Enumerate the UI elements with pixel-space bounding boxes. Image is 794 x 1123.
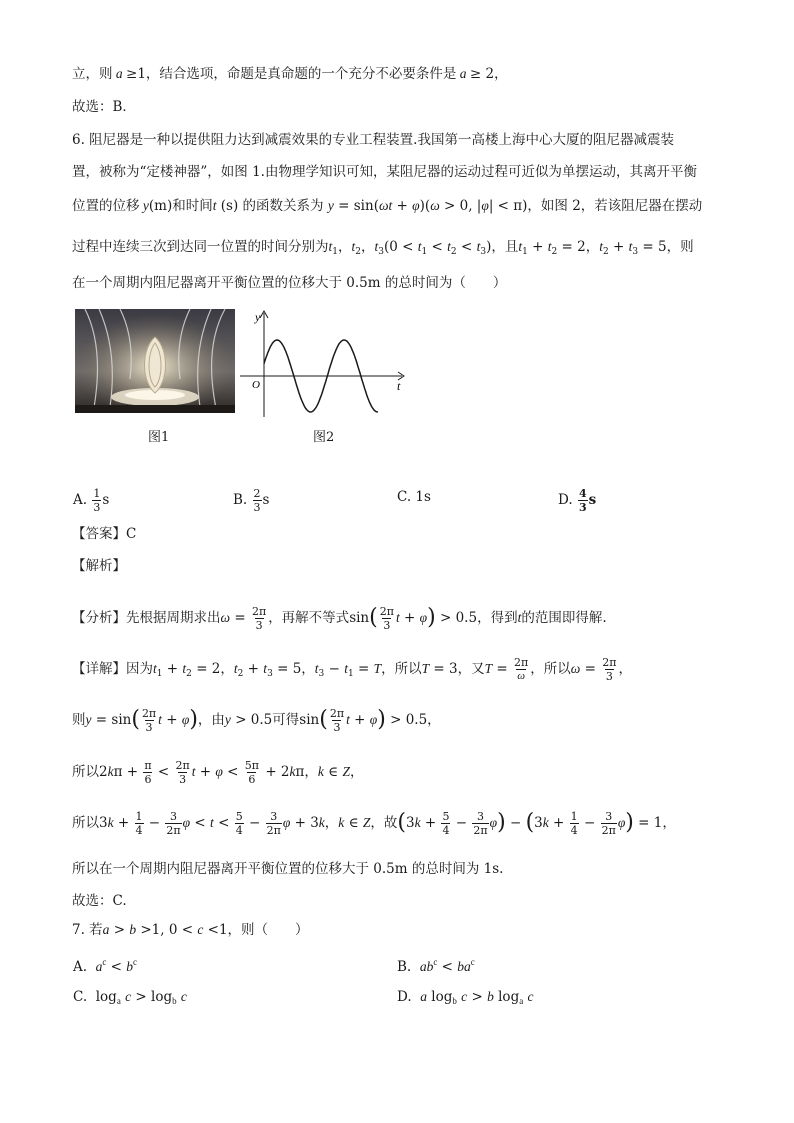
sine-graph xyxy=(240,305,410,420)
detail-line-2: 则y = sin( $\frac{2\pi}{3}$ t + φ)，由y > 0.5可得sin( $\frac{2\pi}{3}$ t + φ) > 0.5， xyxy=(72,707,441,734)
question-6-line-1: 6. 阻尼器是一种以提供阻力达到减震效果的专业工程装置.我国第一高楼上海中心大厦的阻尼器减震装 xyxy=(72,132,674,148)
question-6-line-2: 置，被称为“定楼神器”，如图 1.由物理学知识可知，某阻尼器的运动过程可近似为单摆运动，其离开平衡 xyxy=(72,164,697,180)
question-6-line-3: 位置的位移 y(m)和时间t (s) 的函数关系为 y = sin(ωt + φ)(ω > 0, |φ| < π)，如图 2，若该阻尼器在摆动 xyxy=(72,198,703,214)
line-2: 故选：B． xyxy=(72,99,136,115)
question-6-line-4: 过程中连续三次到达同一位置的时间分别为$t_1$，$t_2$，$t_3(0 < t_1 < t_2 < t_3)$，且$t_1 + t_2 = 2$，$t_2 + t_3 = 5$，则 xyxy=(72,239,694,257)
option-6c: C. 1s xyxy=(397,489,431,505)
y-axis-label: y xyxy=(255,310,261,324)
origin-label: O xyxy=(252,379,260,391)
detail-line-1: 【详解】因为$t_1 + t_2 = 2$，$t_2 + t_3 = 5$，$t_3 - t_1 = T$，所以T = 3，又T = $\frac{2\pi}{\omega}$ ，所以ω = $\frac{2\pi}{3}$ ， xyxy=(72,656,632,683)
analysis-line: 【分析】先根据周期求出ω = $\frac{2\pi}{3}$ ，再解不等式sin( $\frac{2\pi}{3}$ t + φ) > 0.5，得到t的范围即得解. xyxy=(72,605,607,632)
detail-line-4: 所以3k + $\frac{1}{4}$ − $\frac{3}{2\pi}$ φ < t < $\frac{5}{4}$ − $\frac{3}{2\pi}$ φ + 3k，k ∈ Z，故(3k + $\frac{5}{4}$ − $\frac{3}{2\pi}$ φ) − (3k + $\frac{1}{4}$ − $\frac{3}{2\pi}$ φ) = 1， xyxy=(72,810,676,837)
question-7: 7. 若a > b >1, 0 < c <1，则（ ） xyxy=(72,922,309,938)
option-7d: D. a $\log_b c > b$ $\log_a c$ xyxy=(397,989,534,1006)
option-6b: B. $\frac{2}{3}$ s xyxy=(233,487,270,514)
conclusion-line: 所以在一个周期内阻尼器离开平衡位置的位移大于 0.5m 的总时间为 1s. xyxy=(72,861,504,877)
t-axis-label: t xyxy=(397,379,401,393)
figure-1-caption: 图1 xyxy=(148,430,170,445)
option-6d: D. $\frac{4}{3}$ s xyxy=(558,487,597,514)
option-7b: B. $ab^c < ba^c$ xyxy=(397,957,475,975)
damper-photo xyxy=(75,309,235,413)
option-6a: A. $\frac{1}{3}$ s xyxy=(73,487,110,514)
answer-tag: 【答案】C xyxy=(72,526,137,542)
option-7a: A. $a^c < b^c$ xyxy=(73,957,138,975)
detail-line-3: 所以2kπ + $\frac{\pi}{6}$ < $\frac{2\pi}{3}$ t + φ < $\frac{5\pi}{6}$ + 2kπ，k ∈ Z， xyxy=(72,759,364,786)
choose-c-line: 故选：C. xyxy=(72,893,127,909)
line-1: 立，则 a ≥1，结合选项，命题是真命题的一个充分不必要条件是 a ≥ 2， xyxy=(72,66,508,82)
option-7c: C. $\log_a c > \log_b c$ xyxy=(73,989,187,1006)
question-6-line-5: 在一个周期内阻尼器离开平衡位置的位移大于 0.5m 的总时间为（ ） xyxy=(72,275,507,291)
figure-2-caption: 图2 xyxy=(313,430,335,445)
analysis-tag: 【解析】 xyxy=(72,558,126,574)
